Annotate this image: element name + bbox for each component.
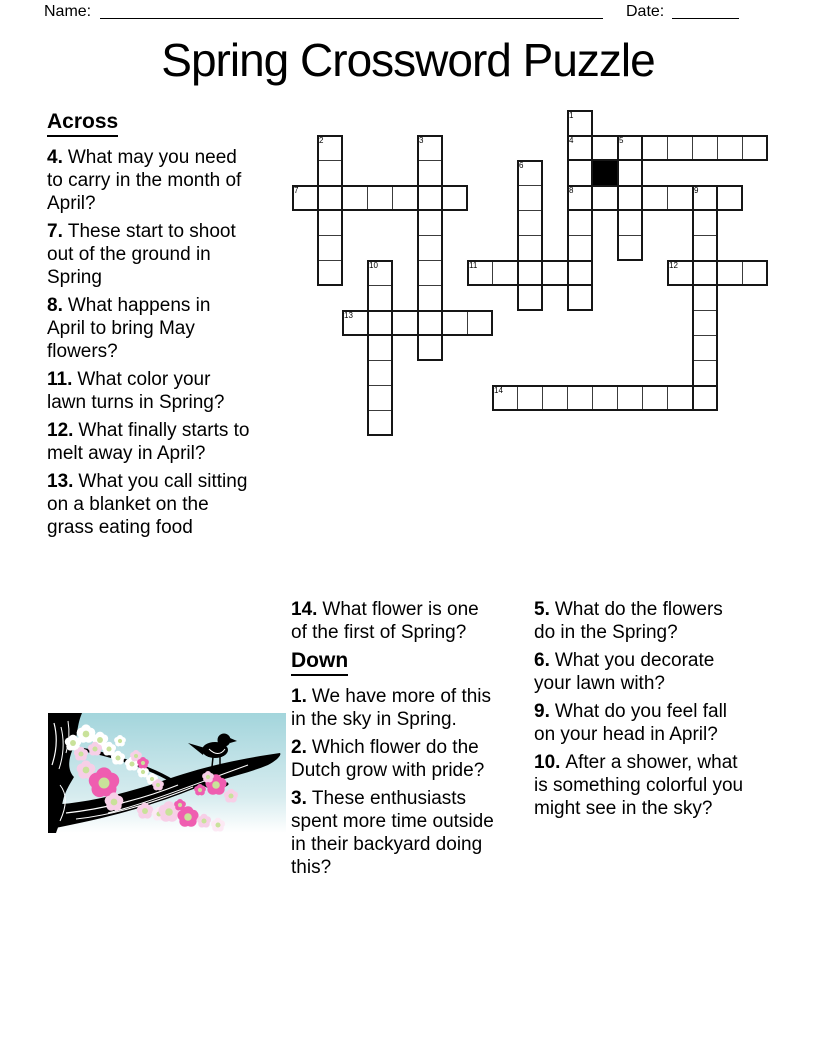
grid-cell[interactable] [342, 185, 368, 211]
grid-cell[interactable] [717, 185, 743, 211]
grid-cell[interactable] [417, 160, 443, 186]
grid-cell[interactable] [567, 235, 593, 261]
grid-cell[interactable] [442, 185, 468, 211]
grid-cell[interactable] [742, 260, 768, 286]
grid-cell[interactable] [417, 235, 443, 261]
grid-cell[interactable] [567, 210, 593, 236]
date-label: Date: [626, 3, 665, 20]
grid-cell[interactable] [417, 335, 443, 361]
grid-cell[interactable] [692, 185, 718, 211]
grid-cell[interactable] [367, 310, 393, 336]
grid-cell[interactable] [367, 410, 393, 436]
grid-cell[interactable] [517, 160, 543, 186]
grid-cell[interactable] [592, 385, 618, 411]
grid-cell-number: 8 [569, 186, 574, 195]
grid-cell[interactable] [692, 360, 718, 386]
grid-cell[interactable] [742, 135, 768, 161]
grid-cell[interactable] [617, 185, 643, 211]
grid-cell-number: 14 [494, 386, 503, 395]
grid-cell-number: 3 [419, 136, 424, 145]
grid-cell-number: 1 [569, 111, 574, 120]
grid-cell[interactable] [542, 260, 568, 286]
grid-cell[interactable] [292, 185, 318, 211]
right-clues-column [534, 598, 744, 825]
grid-cell-number: 2 [319, 136, 324, 145]
grid-cell[interactable] [692, 385, 718, 411]
grid-cell[interactable] [692, 285, 718, 311]
grid-cell[interactable] [317, 235, 343, 261]
grid-cell[interactable] [617, 385, 643, 411]
grid-cell[interactable] [442, 310, 468, 336]
middle-clues-column [291, 598, 494, 884]
grid-cell[interactable] [692, 210, 718, 236]
grid-cell[interactable] [517, 260, 543, 286]
grid-cell-number: 4 [569, 136, 574, 145]
across-clues-column [47, 110, 250, 544]
grid-cell[interactable] [317, 185, 343, 211]
grid-cell[interactable] [567, 135, 593, 161]
grid-cell[interactable] [317, 210, 343, 236]
grid-cell[interactable] [417, 310, 443, 336]
grid-cell[interactable] [417, 185, 443, 211]
grid-cell-number: 12 [669, 261, 678, 270]
clue-across-8: 8. What happens in April to bring May flowers? [47, 295, 211, 362]
grid-cell[interactable] [567, 185, 593, 211]
grid-cell[interactable] [592, 185, 618, 211]
grid-cell[interactable] [467, 260, 493, 286]
grid-cell[interactable] [567, 110, 593, 136]
grid-cell[interactable] [392, 185, 418, 211]
grid-cell[interactable] [342, 310, 368, 336]
grid-cell[interactable] [467, 310, 493, 336]
name-blank-line[interactable] [100, 2, 603, 19]
grid-cell[interactable] [617, 160, 643, 186]
grid-cell[interactable] [492, 260, 518, 286]
grid-cell[interactable] [567, 260, 593, 286]
grid-cell[interactable] [367, 385, 393, 411]
grid-cell[interactable] [692, 335, 718, 361]
grid-cell[interactable] [517, 235, 543, 261]
grid-cell[interactable] [667, 135, 693, 161]
grid-cell[interactable] [492, 385, 518, 411]
grid-cell[interactable] [667, 185, 693, 211]
grid-cell-number: 7 [294, 186, 299, 195]
grid-cell-number: 9 [694, 186, 699, 195]
grid-cell[interactable] [692, 260, 718, 286]
grid-cell[interactable] [517, 185, 543, 211]
clue-down-5: 5. What do the flowers do in the Spring? [534, 599, 723, 643]
grid-cell[interactable] [517, 385, 543, 411]
clue-across-11: 11. What color your lawn turns in Spring? [47, 369, 225, 413]
grid-cell[interactable] [317, 260, 343, 286]
clue-down-3: 3. These enthusiasts spent more time outside in their backyard doing this? [291, 788, 494, 878]
grid-cell[interactable] [517, 210, 543, 236]
grid-cell[interactable] [667, 260, 693, 286]
grid-cell[interactable] [642, 135, 668, 161]
grid-cell[interactable] [417, 135, 443, 161]
grid-cell[interactable] [642, 385, 668, 411]
grid-cell[interactable] [392, 310, 418, 336]
grid-cell[interactable] [367, 185, 393, 211]
clue-across-13: 13. What you call sitting on a blanket on the grass eating food [47, 471, 248, 538]
grid-cell[interactable] [667, 385, 693, 411]
clue-down-10: 10. After a shower, what is something colorful you might see in the sky? [534, 752, 744, 819]
clue-across-14: 14. What flower is one of the first of Spring? [291, 599, 479, 643]
grid-cell[interactable] [692, 235, 718, 261]
clue-down-9: 9. What do you feel fall on your head in April? [534, 701, 728, 745]
date-blank-line[interactable] [672, 2, 739, 19]
clue-across-12: 12. What finally starts to melt away in April? [47, 420, 250, 464]
grid-cell-number: 6 [519, 161, 524, 170]
across-heading: Across [47, 110, 250, 137]
grid-cell[interactable] [717, 260, 743, 286]
down-heading: Down [291, 649, 494, 676]
grid-cell[interactable] [317, 135, 343, 161]
name-label: Name: [44, 3, 92, 20]
grid-cell[interactable] [617, 235, 643, 261]
crossword-grid [292, 110, 772, 440]
grid-cell-black [592, 160, 618, 186]
grid-cell[interactable] [692, 135, 718, 161]
clue-across-7: 7. These start to shoot out of the ground in Spring [47, 221, 236, 288]
clue-across-4: 4. What may you need to carry in the month of April? [47, 147, 242, 214]
blossom-branch-illustration [48, 713, 286, 833]
grid-cell[interactable] [417, 210, 443, 236]
grid-cell[interactable] [692, 310, 718, 336]
grid-cell[interactable] [617, 210, 643, 236]
grid-cell[interactable] [617, 135, 643, 161]
grid-cell[interactable] [367, 260, 393, 286]
grid-cell[interactable] [567, 385, 593, 411]
grid-cell-number: 13 [344, 311, 353, 320]
clue-down-6: 6. What you decorate your lawn with? [534, 650, 715, 694]
page-title: Spring Crossword Puzzle [161, 34, 655, 86]
grid-cell[interactable] [367, 360, 393, 386]
grid-cell[interactable] [567, 285, 593, 311]
grid-cell[interactable] [517, 285, 543, 311]
grid-cell[interactable] [367, 335, 393, 361]
grid-cell[interactable] [367, 285, 393, 311]
grid-cell[interactable] [592, 135, 618, 161]
grid-cell[interactable] [642, 185, 668, 211]
grid-cell[interactable] [567, 160, 593, 186]
clue-down-1: 1. We have more of this in the sky in Spring. [291, 686, 492, 730]
grid-cell-number: 5 [619, 136, 624, 145]
grid-cell[interactable] [417, 260, 443, 286]
grid-cell-number: 11 [469, 261, 478, 270]
grid-cell[interactable] [542, 385, 568, 411]
clue-down-2: 2. Which flower do the Dutch grow with pride? [291, 737, 485, 781]
grid-cell[interactable] [417, 285, 443, 311]
grid-cell[interactable] [717, 135, 743, 161]
grid-cell-number: 10 [369, 261, 378, 270]
grid-cell[interactable] [317, 160, 343, 186]
